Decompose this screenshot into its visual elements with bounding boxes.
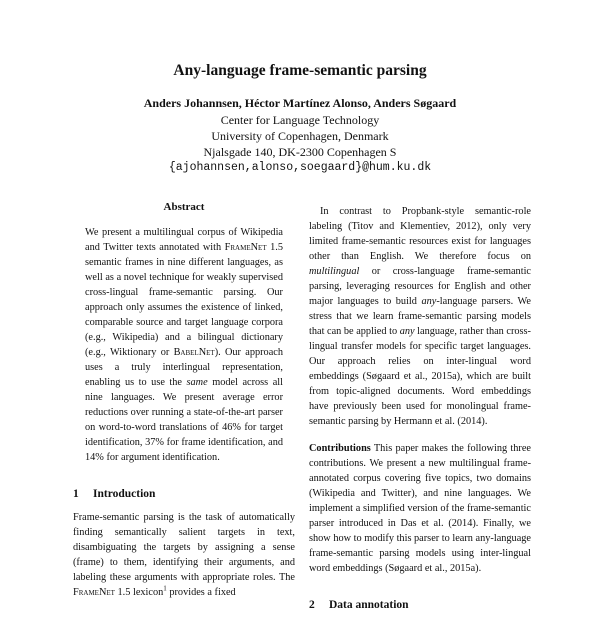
abstract-heading: Abstract [163,201,205,213]
author-list: Anders Johannsen, Héctor Martínez Alonso, Anders Søgaard [143,96,457,110]
framenet-term: FrameNet [224,242,267,253]
affiliation-line: Center for Language Technology [220,113,380,127]
section-heading-data-annotation: 2 Data annotation [309,599,409,611]
babelnet-term: BabelNet [173,347,215,358]
affiliation-line: University of Copenhagen, Denmark [211,129,389,143]
intro-paragraph: In contrast to Propbank-style semantic-role labeling (Titov and Klementiev, 2012), only very limited frame-semantic resources exist for languages other than English. We therefore focus on multilingual or cross-language frame-semantic parsing, leveraging resources for English and other major languages to build any-language parsers. We stress that we learn frame-semantic parsing models that can be applied to any language, rather than cross-lingual transfer models for specific target languages. Our approach relies on inter-lingual word embeddings (Søgaard et al., 2015a), which are built from topic-aligned documents. Word embeddings have previously been used for monolingual frame-semantic parsing by Hermann et al. (2014). [309,206,531,427]
footnote-marker[interactable]: 1 [163,584,167,593]
paper-title: Any-language frame-semantic parsing [173,62,427,79]
intro-paragraph: Frame-semantic parsing is the task of automatically finding semantically salient targets in text, disambiguating the targets by assigning a sense (frame) to them, identifying their arguments, and labeling these arguments with appropriate roles. The FrameNet 1.5 lexicon$^1$ provides a fixed [73,512,295,598]
author-email: {ajohannsen,alonso,soegaard}@hum.ku.dk [168,161,432,174]
left-column [73,200,295,600]
section-heading-introduction: 1 Introduction [73,488,156,500]
abstract-text: We present a multilingual corpus of Wikipedia and Twitter texts annotated with FrameNet 1.5 semantic frames in nine different languages, as well as a novel technique for weakly supervised cross-lingual frame-semantic parsing. Our approach only assumes the existence of linked, comparable source and target language corpora (e.g., Wikipedia) and a bilingual dictionary (e.g., Wiktionary or BabelNet). Our approach uses a truly interlingual representation, enabling us to use the same model across all nine languages. We present average error reductions over running a state-of-the-art parser on word-to-word translations of 46% for target identification, 37% for frame identification, and 14% for argument identification. [85,227,283,463]
contributions-paragraph: Contributions This paper makes the following three contributions. We present a new multilingual frame-annotated corpus covering five topics, two domains (Wikipedia and Twitter), and nine languages. We implement a simplified version of the frame-semantic parser introduced in Das et al. (2014). Finally, we show how to modify this parser to learn any-language frame-semantic parsing models using inter-lingual word embeddings (Søgaard et al., 2015a). [309,443,531,574]
contributions-heading: Contributions [309,443,371,454]
affiliation-line: Njalsgade 140, DK-2300 Copenhagen S [203,145,397,159]
right-column [309,204,531,621]
